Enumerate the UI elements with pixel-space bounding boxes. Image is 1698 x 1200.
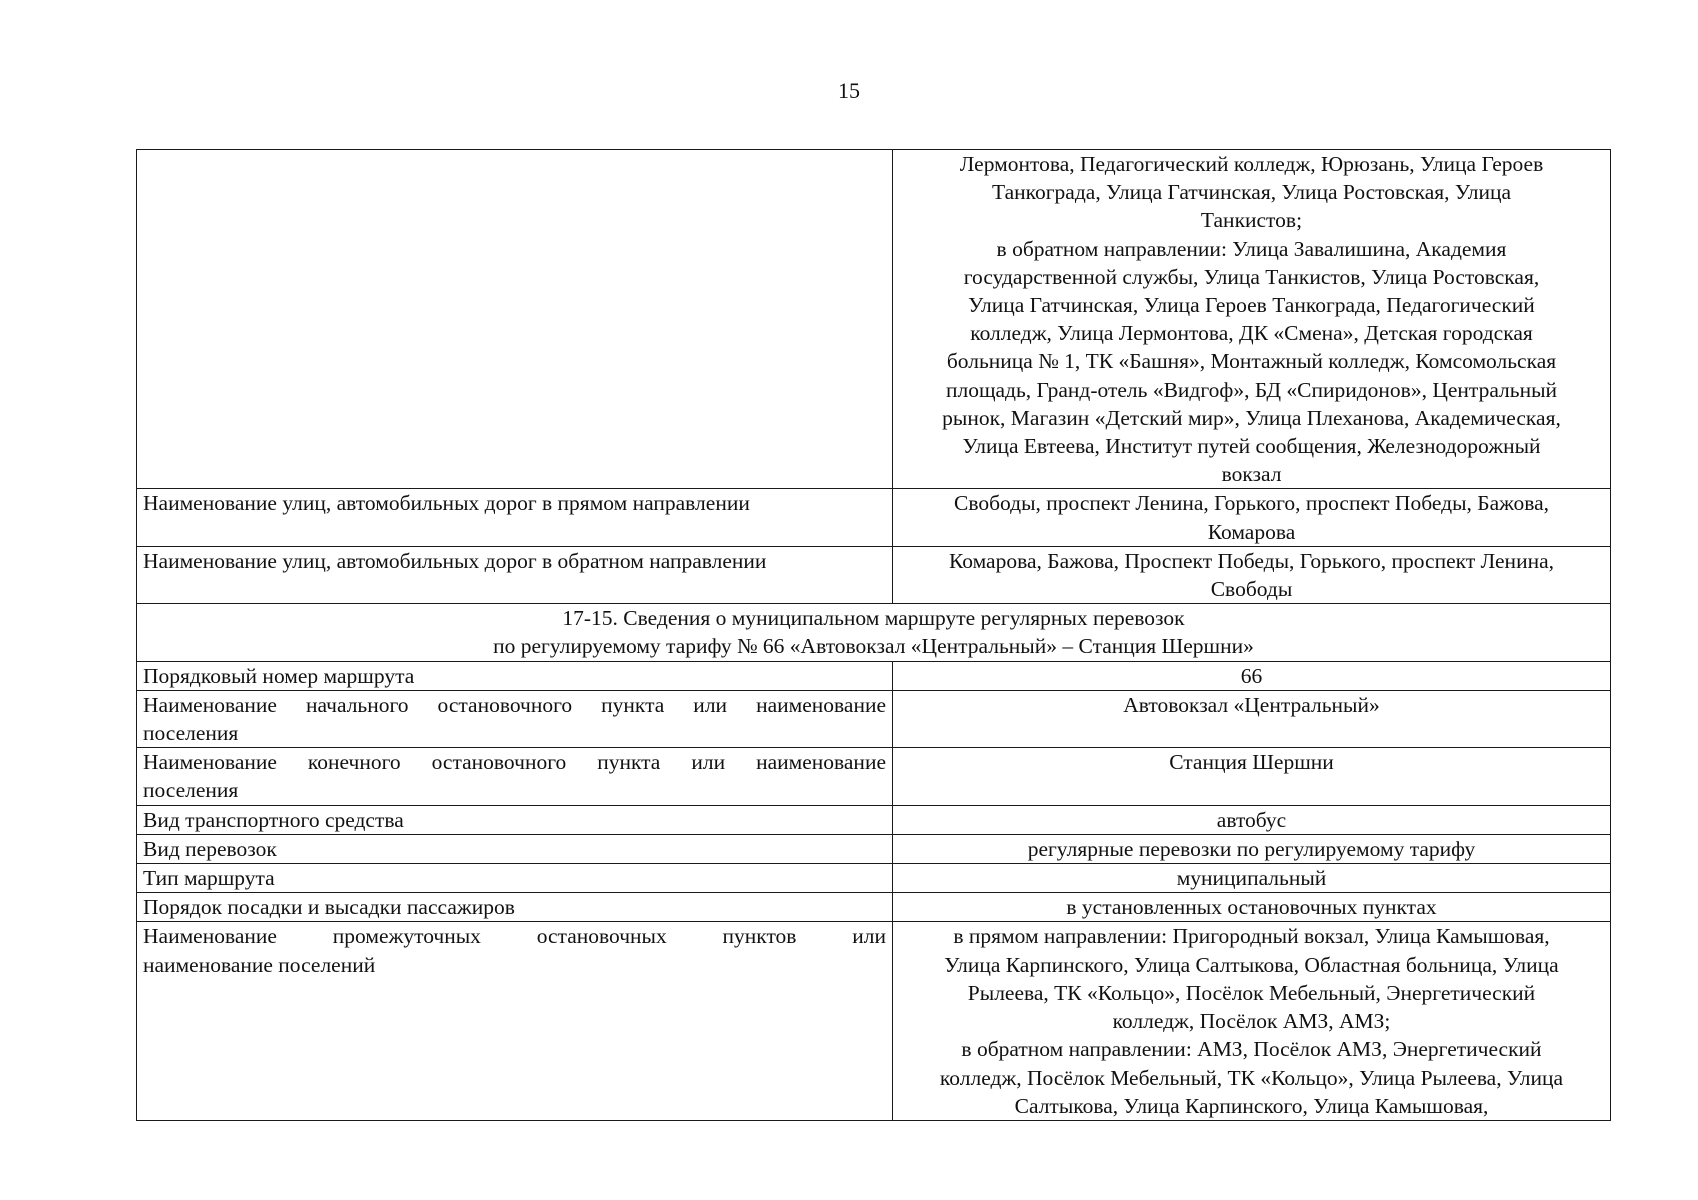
- section-header-cell: [137, 604, 1611, 661]
- table-row-streets-forward: [137, 489, 1611, 546]
- value-cell: Автовокзал «Центральный»: [893, 690, 1611, 747]
- text-line: Наименование начального остановочного пункта или наименование: [143, 692, 886, 717]
- text-line: колледж, Посёлок Мебельный, ТК «Кольцо», Улица Рылеева, Улица: [939, 1065, 1564, 1090]
- text-line: наименование поселений: [143, 952, 376, 977]
- text-line: в обратном направлении: Улица Завалишина, Академия: [996, 236, 1507, 261]
- text-line: Комарова, Бажова, Проспект Победы, Горького, проспект Ленина,: [948, 548, 1554, 573]
- text-line: поселения: [143, 778, 239, 803]
- table-row-vehicle: [137, 805, 1611, 834]
- section-title-line: по регулируемому тарифу № 66 «Автовокзал «Центральный» – Станция Шершни»: [493, 634, 1254, 659]
- label-cell: Тип маршрута: [137, 864, 893, 893]
- text-line: государственной службы, Улица Танкистов, Улица Ростовская,: [963, 264, 1540, 289]
- table-row-continuation: [137, 150, 1611, 489]
- text-line: Улица Гатчинская, Улица Героев Танкограда, Педагогический: [968, 293, 1535, 318]
- label-cell: [137, 922, 893, 1120]
- text-line: Лермонтова, Педагогический колледж, Юрюзань, Улица Героев: [959, 152, 1544, 176]
- value-cell: регулярные перевозки по регулируемому тарифу: [893, 834, 1611, 863]
- label-cell: [137, 748, 893, 805]
- text-line: в обратном направлении: АМЗ, Посёлок АМЗ, Энергетический: [961, 1037, 1542, 1062]
- text-line: колледж, Улица Лермонтова, ДК «Смена», Детская городская: [970, 321, 1533, 346]
- text-line: вокзал: [1221, 462, 1282, 487]
- route-info-table: [136, 149, 1611, 1121]
- label-cell: Порядок посадки и высадки пассажиров: [137, 893, 893, 922]
- text-line: Улица Евтеева, Институт путей сообщения, Железнодорожный: [962, 434, 1541, 459]
- value-cell: [893, 546, 1611, 603]
- text-line: площадь, Гранд-отель «Видгоф», БД «Спиридонов», Центральный: [945, 377, 1558, 402]
- text-line: Рылеева, ТК «Кольцо», Посёлок Мебельный, Энергетический: [967, 980, 1536, 1005]
- text-line: поселения: [143, 721, 239, 746]
- value-cell: [893, 922, 1611, 1120]
- value-cell: муниципальный: [893, 864, 1611, 893]
- text-line: Наименование конечного остановочного пункта или наименование: [143, 750, 886, 775]
- value-cell: [893, 489, 1611, 546]
- page-number: 15: [838, 78, 860, 103]
- table-row-route-number: [137, 661, 1611, 690]
- value-cell: в установленных остановочных пунктах: [893, 893, 1611, 922]
- table-row-transport-kind: [137, 834, 1611, 863]
- table-row-intermediate-stops: [137, 922, 1611, 1120]
- label-cell-empty: [137, 150, 893, 489]
- table-row-streets-backward: [137, 546, 1611, 603]
- value-cell: Станция Шершни: [893, 748, 1611, 805]
- text-line: Танкограда, Улица Гатчинская, Улица Ростовская, Улица: [991, 180, 1511, 205]
- table-row-end-stop: [137, 748, 1611, 805]
- table-row-route-type: [137, 864, 1611, 893]
- label-cell: Наименование улиц, автомобильных дорог в прямом направлении: [137, 489, 893, 546]
- text-line: Наименование промежуточных остановочных пунктов или: [143, 924, 886, 949]
- value-cell: 66: [893, 661, 1611, 690]
- text-line: Свободы, проспект Ленина, Горького, проспект Победы, Бажова,: [953, 491, 1550, 516]
- text-line: больница № 1, ТК «Башня», Монтажный колледж, Комсомольская: [946, 349, 1557, 374]
- text-line: Комарова: [1207, 519, 1296, 544]
- label-cell: Наименование улиц, автомобильных дорог в обратном направлении: [137, 546, 893, 603]
- text-line: Танкистов;: [1200, 208, 1303, 233]
- label-cell: Вид транспортного средства: [137, 805, 893, 834]
- table-row-start-stop: [137, 690, 1611, 747]
- text-line: рынок, Магазин «Детский мир», Улица Плеханова, Академическая,: [942, 405, 1561, 430]
- label-cell: Порядковый номер маршрута: [137, 661, 893, 690]
- text-line: Улица Карпинского, Улица Салтыкова, Областная больница, Улица: [944, 952, 1559, 977]
- label-cell: Вид перевозок: [137, 834, 893, 863]
- text-line: Салтыкова, Улица Карпинского, Улица Камышовая,: [1014, 1093, 1489, 1118]
- text-line: в прямом направлении: Пригородный вокзал, Улица Камышовая,: [953, 924, 1550, 949]
- text-line: Свободы: [1210, 577, 1293, 602]
- section-title-line: 17-15. Сведения о муниципальном маршруте регулярных перевозок: [562, 606, 1185, 631]
- value-cell: автобус: [893, 805, 1611, 834]
- text-line: колледж, Посёлок АМЗ, АМЗ;: [1112, 1009, 1391, 1034]
- section-header-row: [137, 604, 1611, 661]
- stops-continuation-cell: [893, 150, 1611, 489]
- label-cell: [137, 690, 893, 747]
- table-row-boarding: [137, 893, 1611, 922]
